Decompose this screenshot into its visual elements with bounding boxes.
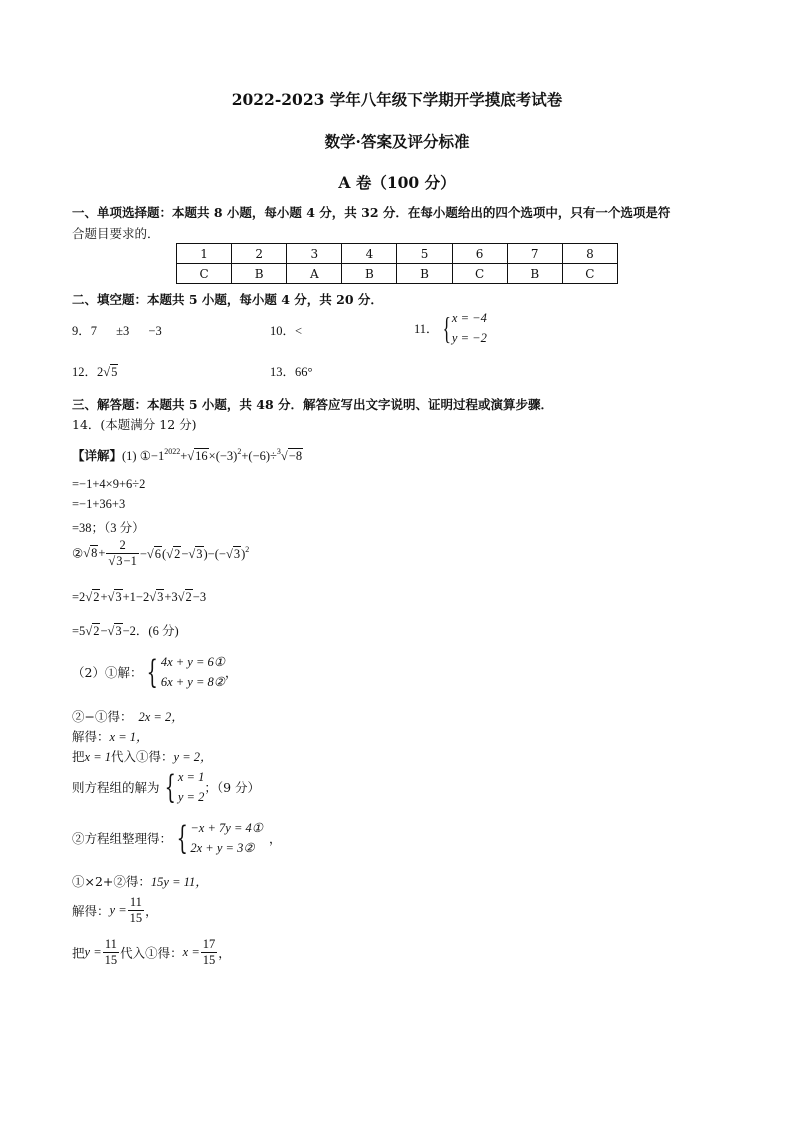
table-cell: 7 (507, 244, 562, 264)
system-label: ②方程组整理得： (72, 831, 173, 846)
expr-part: =2 (72, 590, 86, 604)
step-math: x = (182, 945, 200, 959)
table-cell: A (287, 264, 342, 284)
expr-part: ， (225, 665, 238, 680)
page-title: 2022-2023 学年八年级下学期开学摸底考试卷 (231, 90, 563, 109)
q12-answer: 12．2√5 (72, 365, 118, 379)
exponent: 2 (245, 545, 250, 554)
step-line (72, 727, 149, 745)
step-text: ①×2+②得： (72, 874, 151, 889)
fraction-numerator: 17 (202, 937, 216, 951)
fraction-numerator: 2 (106, 538, 138, 554)
expr-part: +3 (164, 590, 178, 604)
page-subtitle: 数学·答案及评分标准 (324, 132, 470, 151)
q13-answer: 13．66° (270, 365, 313, 379)
table-cell: 8 (562, 244, 617, 264)
radicand: 3 (196, 547, 203, 561)
step-text: 则方程组的解为 (72, 780, 160, 795)
detail-label: 【详解】 (72, 449, 123, 463)
step-line: =5√2−√3−2．(6 分) (72, 624, 179, 638)
table-cell: 1 (177, 244, 232, 264)
q9-value-b: −3 (148, 324, 162, 338)
expr-part: + (180, 449, 188, 463)
equation-line: 2x + y = 3② (190, 841, 255, 855)
step-line (72, 767, 260, 807)
equation-line: 4x + y = 6① (160, 655, 225, 669)
expr-part: − (181, 547, 189, 561)
q14-3-system (72, 818, 282, 858)
radicand: 8 (91, 546, 98, 560)
expr-part: −1 (150, 449, 165, 463)
fraction (201, 937, 218, 968)
q9-value-a: ±3 (116, 324, 130, 338)
part2-heading (72, 290, 383, 308)
part1-heading (72, 203, 670, 221)
expr-part: +(−6)÷ (241, 449, 277, 463)
expr-part: ( (162, 547, 167, 561)
step-math: y = (109, 903, 127, 917)
q14-part1-expression: 【详解】(1) $①-1^{2022}+√16\times(-3)^2+(-6)\div^3√-8$ (72, 447, 303, 463)
expr-part: − (100, 624, 108, 638)
fraction-denominator: 15 (129, 911, 143, 925)
section-title: A 卷（100 分） (338, 173, 456, 192)
step-math: 15y = 11， (150, 875, 208, 889)
table-cell: 5 (397, 244, 452, 264)
equation-line: −x + 7y = 4① (190, 821, 263, 835)
radicand: 16 (195, 449, 208, 463)
step-math: x = 1 (84, 750, 111, 764)
step-text: ；（9 分） (204, 780, 261, 795)
q14-part2-expression: ②√8+ $\frac{2}{√3-1}$ $-√6(√2-√3)-(-√3)^2$ (72, 538, 250, 568)
step-math: y = 2， (173, 750, 213, 764)
step-line (72, 872, 208, 890)
equation-line: x = 1 (177, 770, 205, 784)
q14-heading: 14．(本题满分 12 分) (72, 417, 197, 432)
radicand: 2 (93, 590, 100, 604)
system-label: （2）①解： (72, 665, 143, 680)
step-line (72, 747, 213, 765)
fraction-denominator: √3−1 (108, 554, 137, 568)
answer-table-row-numbers (177, 244, 618, 264)
radicand: 3 (116, 554, 123, 568)
brace-icon: { (442, 310, 451, 346)
step-text: 代入①得： (111, 749, 174, 764)
step-line (72, 895, 158, 926)
radicand: 3 (115, 624, 122, 638)
step-text: 把 (72, 749, 85, 764)
step-math: 2x = 2， (138, 710, 184, 724)
expr-part: =5 (72, 624, 86, 638)
q10-answer: 10．< (270, 324, 303, 338)
fraction (128, 895, 145, 926)
answer-table (176, 243, 618, 284)
expr-part: + (100, 590, 108, 604)
radicand: 3 (233, 547, 241, 561)
part3-heading-text: 三、解答题：本题共 5 小题，共 48 分．解答应写出文字说明、证明过程或演算步骤． (72, 397, 554, 412)
radicand: 2 (93, 624, 100, 638)
brace-icon: { (147, 653, 159, 691)
step-text: ， (145, 903, 158, 919)
fraction-numerator: 11 (103, 937, 120, 953)
expr-part: ) (241, 547, 246, 561)
step-line: =38；（3 分） (72, 521, 145, 535)
expr-part: −2．(6 分) (122, 624, 179, 638)
table-cell: B (232, 264, 287, 284)
radicand: 2 (174, 547, 181, 561)
step-line: =2√2+√3+1−2√3+3√2−3 (72, 590, 207, 604)
q11-line1: x = −4 (451, 311, 487, 325)
table-cell: C (177, 264, 232, 284)
part2-heading-text: 二、填空题：本题共 5 小题，每小题 4 分，共 20 分． (72, 292, 383, 307)
table-cell: B (342, 264, 397, 284)
table-cell: 6 (452, 244, 507, 264)
table-cell: C (452, 264, 507, 284)
table-cell: 4 (342, 244, 397, 264)
expr-part: ， (268, 831, 282, 846)
answer-table-row-answers (177, 264, 618, 284)
part3-heading (72, 395, 553, 413)
step-text: 解得： (72, 729, 110, 744)
step-line: =−1+4×9+6÷2 (72, 477, 146, 491)
step-text: ②−①得： (72, 709, 133, 724)
table-cell: 3 (287, 244, 342, 264)
step-line (72, 937, 231, 968)
step-text: 把 (72, 945, 85, 961)
table-cell: B (507, 264, 562, 284)
step-line (72, 707, 184, 725)
equation-system (190, 818, 263, 858)
radicand: −8 (288, 449, 303, 463)
equation-line: y = 2 (177, 790, 205, 804)
q9-answer (72, 321, 162, 339)
part1-heading-line1: 一、单项选择题：本题共 8 小题，每小题 4 分，共 32 分．在每小题给出的四个选项中，只有一个选项是符 (72, 205, 671, 220)
fraction (103, 937, 120, 968)
step-text: 代入①得： (120, 945, 183, 961)
step-line: =−1+36+3 (72, 497, 126, 511)
radicand: 2 (185, 590, 192, 604)
q14-2-system (72, 652, 238, 692)
expr-part: − (139, 547, 147, 561)
q9-number: 9．7 (72, 324, 98, 338)
step-text: ， (218, 945, 231, 961)
table-cell: B (397, 264, 452, 284)
table-cell: 2 (232, 244, 287, 264)
fraction-denominator: 15 (104, 953, 118, 967)
part1-label: (1) ① (122, 449, 151, 463)
q11-answer (414, 308, 487, 348)
q11-system (452, 308, 487, 348)
fraction-denominator: 15 (202, 953, 216, 967)
brace-icon: { (164, 768, 176, 806)
step-text: 解得： (72, 903, 110, 919)
fraction (106, 538, 138, 569)
radicand: 6 (154, 547, 162, 561)
step-math: x = 1， (109, 730, 149, 744)
fraction-numerator: 11 (128, 895, 145, 911)
part2-label: ② (72, 546, 84, 561)
q11-number: 11． (414, 322, 439, 336)
root-index: 3 (276, 447, 281, 456)
exponent: 2 (237, 447, 242, 456)
part1-heading-line2: 合题目要求的． (72, 226, 160, 241)
expr-part: ×(−3) (208, 449, 238, 463)
exponent: 2022 (164, 447, 181, 456)
expr-part: −1 (123, 554, 137, 568)
q12-radicand: 5 (111, 365, 118, 379)
equation-system (178, 767, 204, 807)
equation-system (161, 652, 225, 692)
table-cell: C (562, 264, 617, 284)
brace-icon: { (176, 819, 188, 857)
q12-number: 12．2 (72, 365, 104, 379)
expr-part: +1−2 (122, 590, 150, 604)
expr-part: )−(− (203, 547, 226, 561)
q11-line2: y = −2 (451, 331, 487, 345)
radicand: 3 (157, 590, 164, 604)
expr-part: −3 (192, 590, 207, 604)
step-math: y = (84, 945, 102, 959)
radicand: 3 (115, 590, 122, 604)
equation-line: 6x + y = 8② (160, 675, 225, 689)
